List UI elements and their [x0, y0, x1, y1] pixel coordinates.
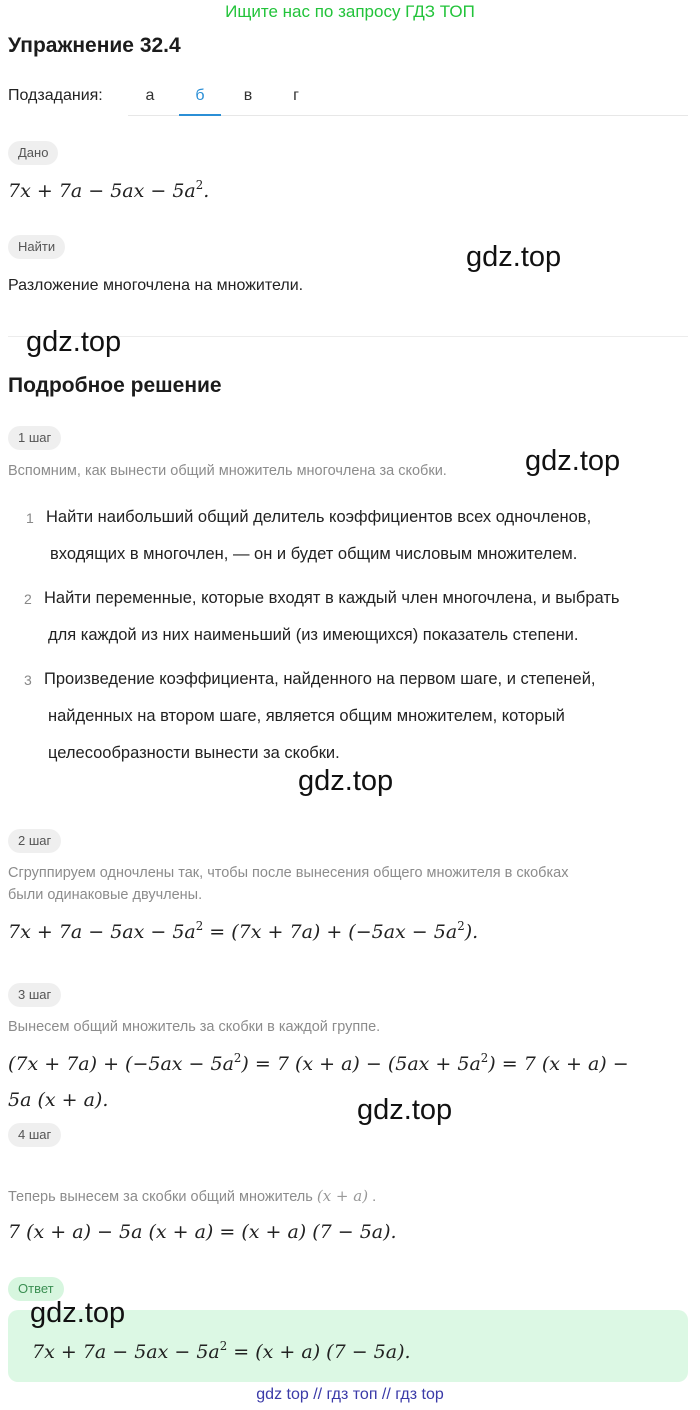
- find-chip: Найти: [8, 235, 65, 259]
- step1-chip: 1 шаг: [8, 426, 61, 450]
- step4-chip: 4 шаг: [8, 1123, 61, 1147]
- step2-expr-part: ).: [464, 921, 479, 944]
- step3-chip: 3 шаг: [8, 983, 61, 1007]
- step3-expr-exp: 2: [480, 1051, 489, 1065]
- step4-expression: 7 (x + a) − 5a (x + a) = (x + a) (7 − 5a).: [8, 1221, 397, 1243]
- answer-expr-part: 7x + 7a − 5ax − 5a: [32, 1341, 220, 1364]
- given-chip: Дано: [8, 141, 58, 165]
- subtasks-label: Подзадания:: [8, 87, 103, 104]
- answer-chip: Ответ: [8, 1277, 64, 1301]
- given-expression: [8, 178, 209, 202]
- tab-v[interactable]: в: [243, 87, 253, 104]
- watermark: gdz.top: [525, 445, 621, 477]
- list-item-number: 3: [24, 672, 32, 688]
- step1-text: Вспомним, как вынести общий множитель многочлена за скобки.: [8, 463, 447, 479]
- given-expr-exp: 2: [195, 178, 204, 192]
- step2-expr-part: = (7x + 7a) + (−5ax − 5a: [203, 921, 458, 944]
- watermark: gdz.top: [26, 326, 122, 358]
- subtask-tabs: [128, 76, 688, 116]
- top-banner[interactable]: Ищите нас по запросу ГДЗ ТОП: [225, 2, 475, 21]
- step4-text: [8, 1187, 376, 1205]
- list-item-line: для каждой из них наименьший (из имеющихся) показатель степени.: [48, 626, 579, 644]
- step3-expr-part: ) = 7 (x + a) − (5ax + 5a: [241, 1053, 481, 1076]
- step2-chip: 2 шаг: [8, 829, 61, 853]
- list-item-line: Найти переменные, которые входят в каждый член многочлена, и выбрать: [44, 589, 620, 607]
- step2-expr-exp: 2: [195, 919, 204, 933]
- step3-text: Вынесем общий множитель за скобки в каждой группе.: [8, 1019, 381, 1035]
- answer-expression: [32, 1339, 411, 1363]
- watermark: gdz.top: [298, 765, 394, 797]
- step2-expr-part: 7x + 7a − 5ax − 5a: [8, 921, 196, 944]
- answer-expr-part: = (x + a) (7 − 5a).: [227, 1341, 411, 1364]
- given-expr-end: .: [203, 180, 210, 203]
- list-item-line: найденных на втором шаге, является общим множителем, который: [48, 707, 565, 725]
- watermark: gdz.top: [30, 1297, 126, 1329]
- list-item-number: 2: [24, 591, 32, 607]
- step2-text-line: были одинаковые двучлены.: [8, 887, 203, 903]
- list-item-line: входящих в многочлен, — он и будет общим числовым множителем.: [50, 545, 578, 563]
- list-item-number: 1: [26, 510, 34, 526]
- find-text: Разложение многочлена на множители.: [8, 277, 304, 294]
- step3-expression-line1: [8, 1051, 629, 1075]
- list-item-line: Произведение коэффициента, найденного на первом шаге, и степеней,: [44, 670, 596, 688]
- step3-expression-line2: 5a (x + a).: [8, 1089, 109, 1111]
- step2-expression: [8, 919, 478, 943]
- watermark: gdz.top: [357, 1094, 453, 1126]
- step2-expr-exp: 2: [457, 919, 465, 933]
- step4-text-main: Теперь вынесем за скобки общий множитель: [8, 1189, 313, 1205]
- list-item-line: целесообразности вынести за скобки.: [48, 744, 340, 762]
- tab-g[interactable]: г: [293, 87, 299, 104]
- step4-text-end: .: [372, 1189, 377, 1205]
- step4-factor: (x + a): [316, 1187, 369, 1205]
- tab-a[interactable]: а: [145, 87, 155, 104]
- answer-expr-exp: 2: [219, 1339, 228, 1353]
- step3-expr-part: ) = 7 (x + a) −: [488, 1053, 629, 1076]
- watermark: gdz.top: [466, 241, 562, 273]
- tab-b[interactable]: б: [179, 76, 221, 116]
- list-item-line: Найти наибольший общий делитель коэффициентов всех одночленов,: [46, 508, 592, 526]
- given-expr-main: 7x + 7a − 5ax − 5a: [8, 180, 196, 203]
- solution-title: Подробное решение: [8, 374, 222, 397]
- page-title: Упражнение 32.4: [8, 34, 181, 57]
- step3-expr-exp: 2: [233, 1051, 242, 1065]
- footer-links[interactable]: gdz top // гдз топ // гдз top: [256, 1386, 444, 1403]
- step3-expr-part: (7x + 7a) + (−5ax − 5a: [8, 1053, 234, 1076]
- step2-text-line: Сгруппируем одночлены так, чтобы после вынесения общего множителя в скобках: [8, 865, 569, 881]
